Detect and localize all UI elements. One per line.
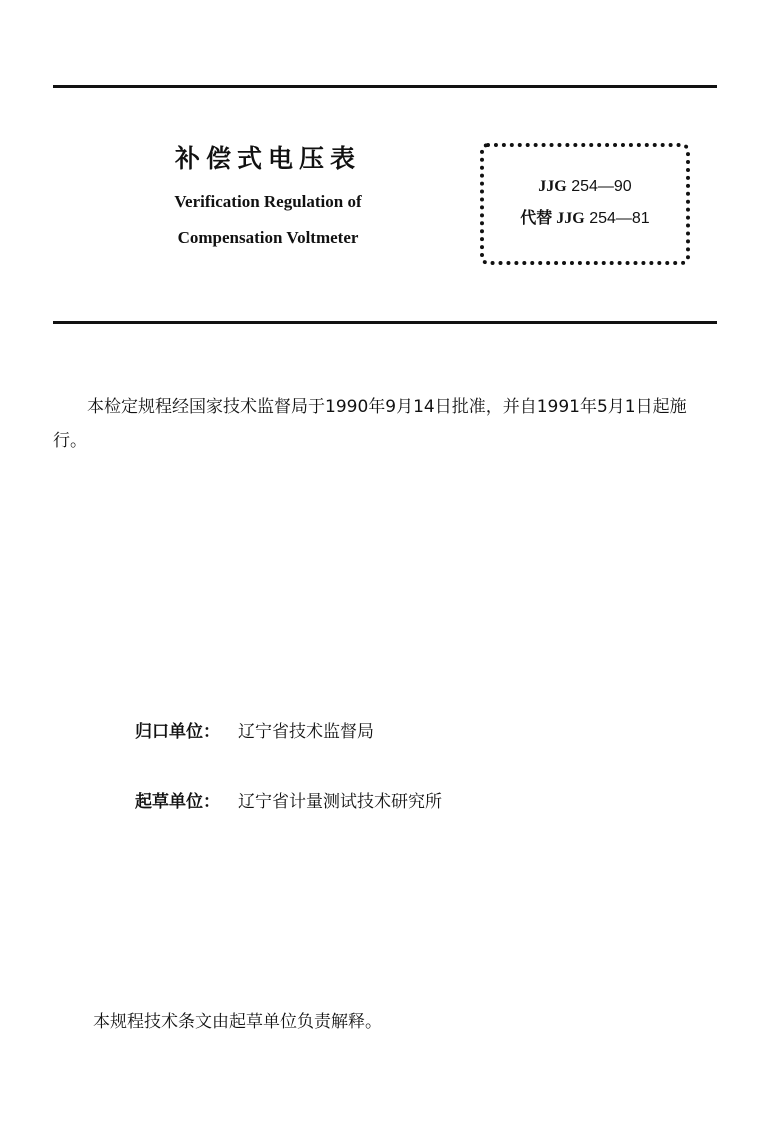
drafting-unit-row bbox=[135, 790, 442, 814]
replaced-code-prefix: 代替 JJG bbox=[520, 210, 585, 227]
drafting-unit-label: 起草单位： bbox=[135, 792, 220, 812]
standard-code bbox=[484, 177, 686, 197]
title-chinese: 补偿式电压表 bbox=[174, 144, 361, 173]
title-block bbox=[118, 142, 418, 250]
interpretation-note: 本规程技术条文由起草单位负责解释。 bbox=[93, 1012, 382, 1032]
title-english-line2: Compensation Voltmeter bbox=[177, 228, 359, 247]
standard-code-prefix: JJG bbox=[538, 178, 567, 195]
drafting-unit-value: 辽宁省计量测试技术研究所 bbox=[238, 792, 442, 812]
responsible-unit-label: 归口单位： bbox=[135, 722, 220, 742]
title-english-line1: Verification Regulation of bbox=[174, 192, 362, 211]
responsible-unit-row bbox=[135, 720, 374, 744]
top-rule bbox=[53, 85, 717, 88]
standard-code-number: 254—90 bbox=[571, 178, 632, 195]
standard-code-box bbox=[480, 143, 690, 265]
replaced-code bbox=[484, 209, 686, 229]
responsible-unit-value: 辽宁省技术监督局 bbox=[238, 722, 374, 742]
replaced-code-number: 254—81 bbox=[589, 210, 650, 227]
bottom-rule bbox=[53, 321, 717, 324]
approval-paragraph: 本检定规程经国家技术监督局于1990年9月14日批准，并自1991年5月1日起施行。 bbox=[53, 397, 687, 451]
